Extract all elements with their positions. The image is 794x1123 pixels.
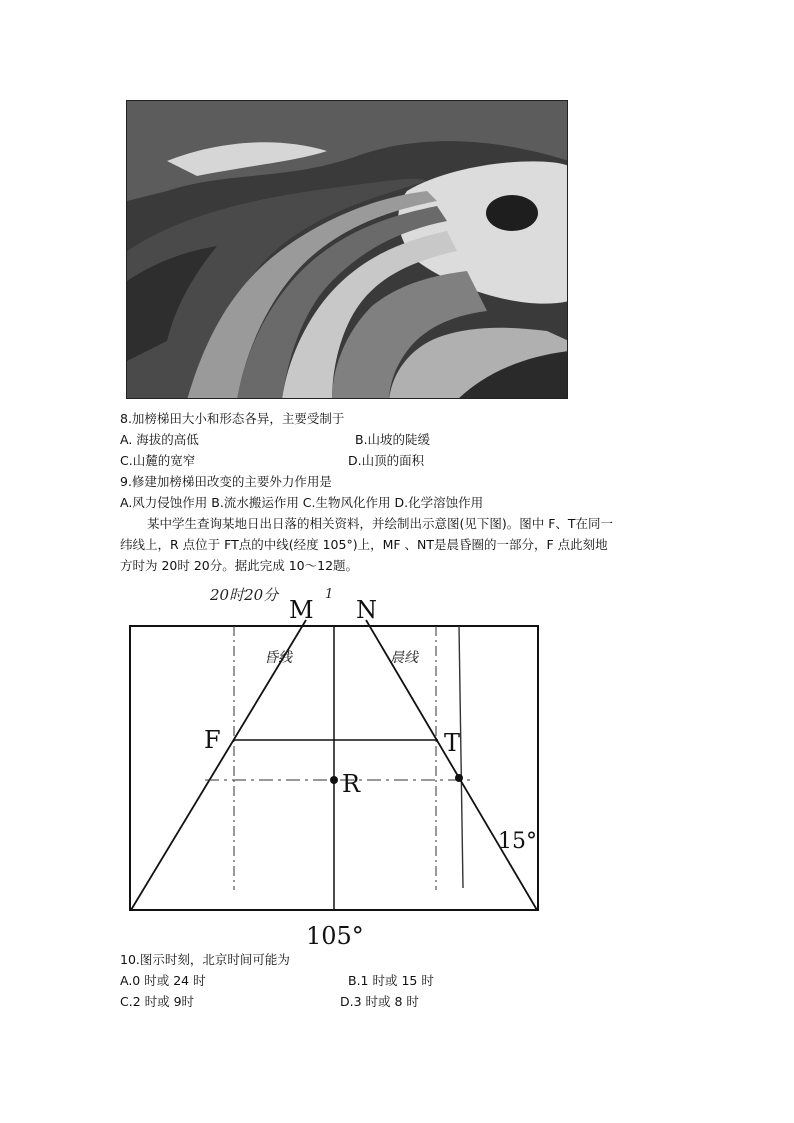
terrace-photo: [126, 100, 568, 399]
q8-option-b: B.山坡的陡缓: [355, 432, 431, 447]
label-r: R: [342, 770, 361, 798]
handwritten-dawn: 晨线: [390, 650, 418, 666]
angle-15-label: 15°: [498, 829, 537, 854]
q8-stem: 8.加榜梯田大小和形态各异，主要受制于: [120, 411, 345, 426]
q9-options: A.风力侵蚀作用 B.流水搬运作用 C.生物风化作用 D.化学溶蚀作用: [120, 495, 484, 510]
intro-line-2: 纬线上，R 点位于 FT点的中线(经度 105°)上，MF 、NT是晨昏圈的一部分，F 点此刻地: [120, 537, 608, 552]
handdrawn-meridian: [459, 626, 463, 888]
q10-stem: 10.图示时刻，北京时间可能为: [120, 952, 290, 967]
q10-option-d: D.3 时或 8 时: [340, 994, 419, 1009]
q10-option-a: A.0 时或 24 时: [120, 973, 206, 988]
q8-option-c: C.山麓的宽窄: [120, 453, 196, 468]
handwritten-time-note: 20时20分: [210, 586, 279, 604]
label-m: M: [289, 596, 314, 624]
terminator-diagram: [0, 578, 794, 958]
label-f: F: [204, 726, 221, 754]
intro-line-3: 方时为 20时 20分。据此完成 10～12题。: [120, 558, 359, 573]
q10-option-c: C.2 时或 9时: [120, 994, 195, 1009]
q9-stem: 9.修建加榜梯田改变的主要外力作用是: [120, 474, 332, 489]
intro-line-1: 某中学生查询某地日出日落的相关资料，并绘制出示意图(见下图)。图中 F、T在同一: [147, 516, 614, 531]
handwritten-dusk: 昏线: [264, 650, 292, 666]
q8-option-d: D.山顶的面积: [348, 453, 425, 468]
longitude-105-label: 105°: [306, 922, 364, 950]
point-r: [330, 776, 338, 784]
q10-option-b: B.1 时或 15 时: [348, 973, 434, 988]
point-on-dawn-line: [455, 774, 463, 782]
handwritten-tick: 1: [325, 587, 334, 602]
label-t: T: [444, 729, 461, 757]
q8-option-a: A. 海拔的高低: [120, 432, 199, 447]
label-n: N: [356, 596, 377, 624]
